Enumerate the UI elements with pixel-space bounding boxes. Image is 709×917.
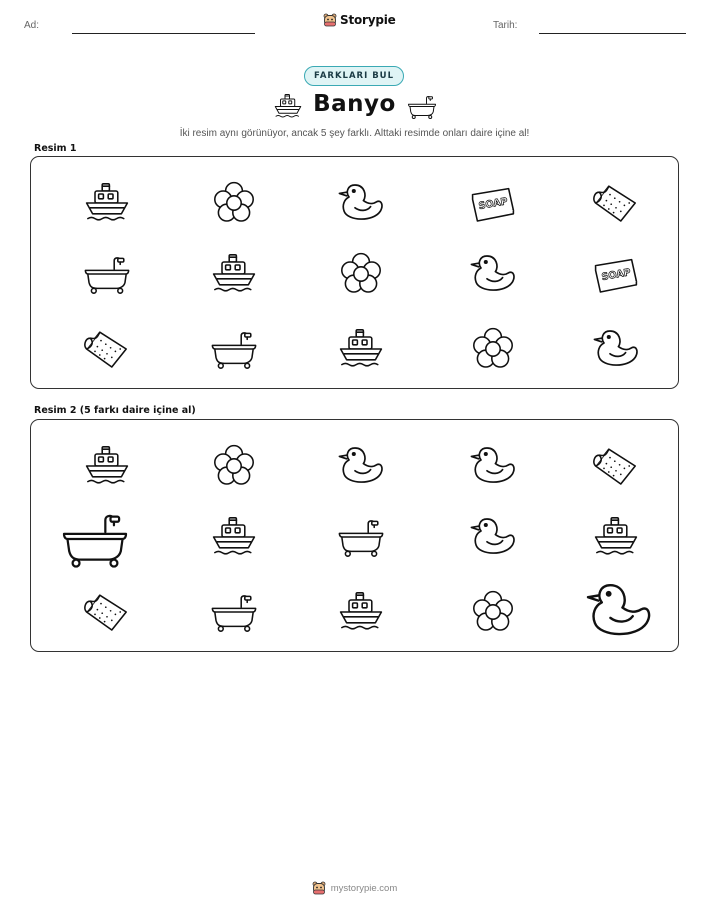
instructions: İki resim aynı görünüyor, ancak 5 şey farklı. Alttaki resimde onları daire içine al!	[179, 128, 530, 139]
duck-icon	[337, 181, 385, 225]
towel-icon	[592, 181, 640, 225]
bathtub-icon[interactable]	[337, 515, 385, 559]
name-field[interactable]	[72, 33, 255, 34]
boat-icon[interactable]	[83, 444, 131, 488]
logo-text: Storypie	[340, 13, 396, 27]
flower-icon[interactable]	[210, 444, 258, 488]
soap-icon	[469, 181, 517, 225]
duck-icon[interactable]	[337, 444, 385, 488]
bear-mascot-icon	[323, 13, 337, 27]
soap-icon	[592, 252, 640, 296]
picture1-label: Resim 1	[34, 143, 77, 154]
boat-icon	[210, 252, 258, 296]
category-badge: FARKLARI BUL	[304, 66, 404, 86]
boat-icon[interactable]	[337, 590, 385, 634]
bear-mascot-icon	[312, 881, 326, 895]
bathtub-icon[interactable]	[59, 508, 131, 570]
towel-icon	[83, 327, 131, 371]
picture2-panel[interactable]	[30, 419, 679, 652]
flower-icon	[210, 181, 258, 225]
bathtub-icon[interactable]	[210, 590, 258, 634]
footer	[0, 881, 709, 895]
boat-icon	[83, 181, 131, 225]
towel-icon[interactable]	[83, 590, 131, 634]
boat-icon[interactable]	[210, 515, 258, 559]
page-title: Banyo	[313, 91, 396, 117]
date-label: Tarih:	[493, 20, 518, 31]
boat-icon	[337, 327, 385, 371]
bathtub-icon	[210, 327, 258, 371]
flower-icon[interactable]	[469, 590, 517, 634]
duck-icon	[592, 327, 640, 371]
picture1-panel	[30, 156, 679, 389]
flower-icon	[337, 252, 385, 296]
duck-icon[interactable]	[583, 580, 655, 642]
towel-icon[interactable]	[592, 444, 640, 488]
boat-icon[interactable]	[592, 515, 640, 559]
name-label: Ad:	[24, 20, 40, 31]
footer-url: mystorypie.com	[330, 882, 398, 894]
duck-icon[interactable]	[469, 515, 517, 559]
title-bathtub-icon	[407, 93, 437, 121]
duck-icon	[469, 252, 517, 296]
picture2-label: Resim 2 (5 farkı daire içine al)	[34, 405, 196, 416]
date-field[interactable]	[539, 33, 686, 34]
bathtub-icon	[83, 252, 131, 296]
duck-icon[interactable]	[469, 444, 517, 488]
storypie-logo	[323, 13, 396, 27]
flower-icon	[469, 327, 517, 371]
